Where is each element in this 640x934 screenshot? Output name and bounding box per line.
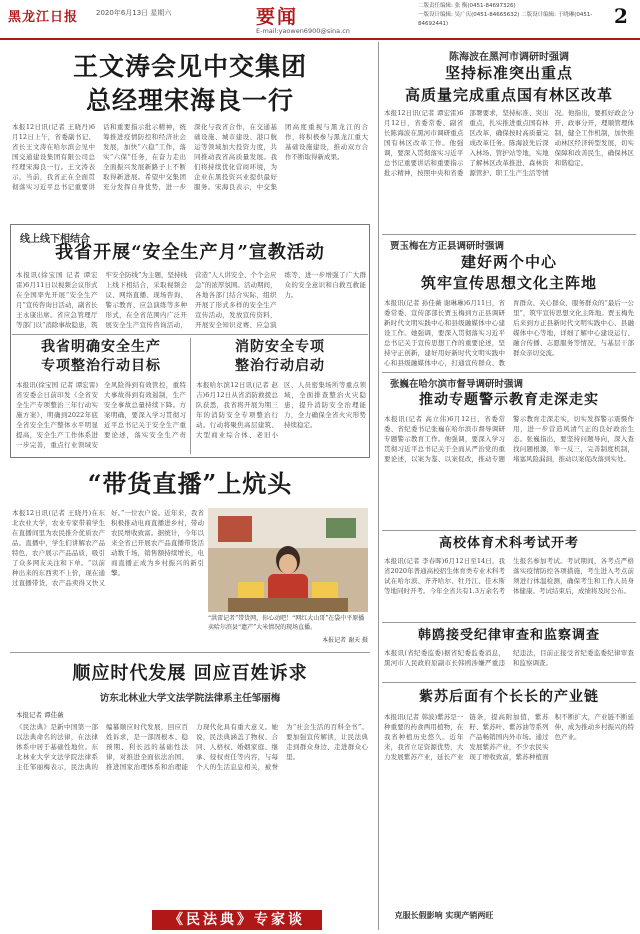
article-5-kicker: 贾玉梅在方正县调研时强调: [390, 241, 505, 252]
article-5-title-line: 筑牢宣传思想文化主阵地: [420, 274, 597, 292]
divider: [382, 682, 636, 683]
article-11-kicker: 克服长假影响 实现产销两旺: [394, 910, 494, 920]
series-banner: 《民法典》专家谈: [152, 910, 322, 930]
article-10-byline: 本报记者 谭佳薇: [16, 711, 64, 719]
issue-date: 2020年6月13日 星期六: [96, 9, 172, 17]
article-3-body: 本报12日讯(记者 王晓丹)在东北农业大学，农业专家带着学生在直播间里为农民推介优质农产品。直播中，学生们讲解农产品特色，农户展示产品品质，吸引了众多网友关注和下单。“以前种出来的东西卖不上价，现在通过直播带货，农产品卖得又快又好。”一位农户说。近年来，我省积极推动电商直播进乡村，带动农民增收致富。据统计，今年以来全省已开展农产品直播带货活动数千场，销售额持续增长，电商直播正成为乡村振兴的新引擎。: [12, 509, 204, 587]
article-3-title: “带货直播”上炕头: [87, 469, 293, 498]
article-4-kicker: 陈海波在黑河市调研时强调: [449, 52, 569, 63]
article-2-title: 我省开展“安全生产月”宣教活动: [55, 242, 325, 263]
article-1-title: [20, 50, 360, 118]
article-5-body: 本报讯(记者 孙佳薇 谢琳琳)6月11日，省委常委、宣传部部长贾玉梅到方正县调研新时代文明实践中心和县级融媒体中心建设工作。她强调，要深入贯彻落实习近平总书记关于宣传思想工作的重要论述，坚持守正创新，建好用好新时代文明实践中心和县级融媒体中心，打通宣传群众、教育群众、关心群众、服务群众的“最后一公里”，筑牢宣传思想文化主阵地。贾玉梅先后来到方正县新时代文明实践中心、县融媒体中心等地，详细了解中心建设运行、融合传播、志愿服务等情况，与基层干部群众亲切交流。: [384, 299, 634, 367]
article-10-title: 顺应时代发展 回应百姓诉求: [72, 663, 308, 684]
divider: [12, 334, 368, 335]
column-divider: [378, 42, 379, 930]
divider: [382, 622, 636, 623]
photo-caption: “洪雷记者”带货网，你心动吧！“网红大山哥”在袋中平原播卖哈尔滨县“遗产”大米情况的现场直播。: [208, 615, 365, 631]
article-5-title: [384, 252, 634, 294]
divider: [190, 338, 191, 454]
contact-line: 二版责任编辑: 张 衡(0451-84697326): [418, 3, 516, 9]
article-6-body: 本报讯(记者 高立伟)6月12日，省委常委、省纪委书记张巍在哈尔滨市督导调研专题警示教育工作。他强调，要深入学习贯彻习近平总书记关于全面从严治党的重要论述，以案为鉴、以案促改，推动专题警示教育走深走实，切实发挥警示震慑作用，进一步营造风清气正的良好政治生态。张巍指出，要坚持问题导向，深入查找问题根源，举一反三，完善制度机制，堵塞风险漏洞，推动以案促改落到实处。: [384, 415, 634, 463]
article-4-title: [384, 62, 634, 106]
section-title: 要闻: [256, 6, 299, 28]
article-8-body: 本报讯(省纪委监委)据省纪委监委消息，黑河市人民政府原副市长韩鸥涉嫌严重违纪违法，目前正接受省纪委监委纪律审查和监察调查。: [384, 649, 634, 667]
divider: [382, 530, 636, 531]
article-5-title-line: 建好两个中心: [460, 253, 557, 271]
article-8-title: 韩鸥接受纪律审查和监察调查: [417, 628, 600, 643]
article-2-right-title-line: 整治行动启动: [235, 358, 325, 374]
article-2-left-title-line: 专项整治行动目标: [41, 358, 161, 374]
article-2-kicker: 线上线下相结合: [20, 234, 90, 245]
article-2-left-title-line: 我省明确安全生产: [41, 339, 161, 355]
page-number: 2: [614, 4, 628, 28]
article-2-left-title: [16, 338, 186, 376]
article-10-subtitle: 访东北林业大学文法学院法律系主任邹丽梅: [99, 693, 281, 704]
article-7-body: 本报讯(记者 李春晖)6月12日至14日，我省2020年普通高校招生体育类专业术科考试在哈尔滨、齐齐哈尔、牡丹江、佳木斯等地同时开考。今年全省共有1.3万余名考生报名参加考试。考试期间，各考点严格落实疫情防控各项措施，考生进入考点前须进行体温检测，确保考生和工作人员身体健康。考试结束后，成绩将及时公布。: [384, 557, 634, 595]
contact-line: 一版设计编辑: 吴广庆(0451-84665632) 二版设计编辑: 于晓琳(0451-84692441): [418, 12, 593, 27]
editor-contacts: [418, 2, 610, 29]
divider: [10, 652, 370, 653]
masthead: [0, 0, 640, 40]
article-2-right-title: [194, 338, 366, 376]
article-9-title: 紫苏后面有个长长的产业链: [419, 689, 599, 705]
article-9-body: 本报讯(记者 韩波)紫苏是一种重要的药食两用植物，在我省种植历史悠久。近年来，我省立足资源优势，大力发展紫苏产业，延长产业链条，提高附加值，紫苏籽、紫苏叶、紫苏油等系列产品畅销国内外市场。通过发展紫苏产业，不少农民实现了增收致富，紫苏种植面积不断扩大，产业链不断延伸，成为推动乡村振兴的特色产业。: [384, 713, 634, 761]
article-2-right-title-line: 消防安全专项: [235, 339, 325, 355]
article-4-body: 本报12日讯(记者 谭宏雷)6月12日，省委常委、副省长陈海波在黑河市调研重点国有林区改革工作。他强调，要深入贯彻落实习近平总书记重要讲话和重要指示批示精神，按照中央和省委部署要求，坚持标准、突出重点，扎实推进重点国有林区改革，确保按时高质量完成改革任务。陈海波先后深入林场、管护站等地，实地了解林区改革推进、森林资源管护、职工生产生活等情况。他指出，要抓好政企分开、政事分开，理顺管理体制，健全工作机制，加快推动林区经济转型发展，切实保障和改善民生，确保林区和谐稳定。: [384, 109, 634, 177]
divider: [382, 234, 636, 235]
newspaper-brand: 黑龙江日报: [8, 10, 79, 25]
livestream-photo: [208, 508, 368, 612]
section-email: E-mail:yaowen6900@sina.cn: [256, 27, 350, 35]
divider: [382, 372, 636, 373]
article-2-left-body: 本报讯(徐宝国 记者 谭宏雷)省安委会日前印发《全省安全生产专项整治三年行动实施方案》，明确到2022年底全省安全生产整体水平明显提高，安全生产工作体系进一步完善，重点行业领域安全风险得到有效管控，重特大事故得到有效遏制，生产安全事故总量持续下降。方案明确，要深入学习贯彻习近平总书记关于安全生产重要论述，落实安全生产责: [16, 381, 186, 449]
article-1-body: 本报12日讯(记者 王晓丹)6月12日上午，省委副书记、省长王文涛在哈尔滨会见中国交通建设集团有限公司总经理宋海良一行。王文涛表示，当前，我省正在全面贯彻落实习近平总书记重要讲话和重要指示批示精神，统筹推进疫情防控和经济社会发展，加快“六稳”工作，落实“六保”任务，在奋力走出全面振兴发展新路子上不断取得新进展。希望中交集团充分发挥自身优势，进一步深化与我省合作，在交通基础设施、城市建设、港口航运等领域加大投资力度，共同推动我省高质量发展。我们将持续优化营商环境，为企业在黑投资兴业提供最好服务。宋海良表示，中交集团高度重视与黑龙江的合作，将积极参与黑龙江重大基础设施建设，推动双方合作不断取得新成果。: [12, 123, 368, 191]
article-6-kicker: 张巍在哈尔滨市督导调研时强调: [390, 379, 524, 390]
article-1-title-line: 总经理宋海良一行: [85, 86, 294, 115]
photo-image: [208, 508, 368, 612]
article-10-body: 《民法典》是新中国第一部以法典命名的法律，在法律体系中居于基础性地位。东北林业大学文法学院法律系主任邹丽梅表示，民法典的编纂顺应时代发展，回应百姓诉求，是一部固根本、稳预期、利长远的基础性法律，对推进全面依法治国、推进国家治理体系和治理能力现代化具有重大意义。她说，民法典涵盖了物权、合同、人格权、婚姻家庭、继承、侵权责任等内容，与每个人的生活息息相关，被誉为“社会生活的百科全书”。要加强宣传解读，让民法典走到群众身边、走进群众心里。: [16, 723, 368, 771]
article-6-title: 推动专题警示教育走深走实: [419, 392, 599, 408]
article-2-body: 本报讯(徐宝国 记者 谭宏雷)6月11日以视频会议形式在全国率先开展“安全生产月”宣传咨询日活动，副省长王永康出席。省应急管理厅等部门以“消除事故隐患，筑牢安全防线”为主题，坚持线上线下相结合，采取视频会议、网络直播、现场咨询、警示教育、应急演练等多种形式，在全省范围内广泛开展安全生产宣传咨询活动，营造“人人讲安全、个个会应急”的浓厚氛围。活动期间，各地各部门结合实际，组织开展了形式多样的安全生产宣传活动，发放宣传资料，开展安全知识竞赛、应急演练等，进一步增强了广大群众的安全意识和自救互救能力。: [16, 271, 366, 329]
photo-credit: 本报记者 谢天 摄: [322, 637, 368, 644]
article-4-title-line: 高质量完成重点国有林区改革: [404, 86, 613, 104]
article-7-title: 高校体育术科考试开考: [438, 536, 579, 551]
article-4-title-line: 坚持标准突出重点: [444, 64, 573, 82]
article-2-right-body: 本报哈尔滨12日讯(记者 赵吉)6月12日从省消防救援总队获悉，我省将开展为期三年的消防安全专项整治行动。行动将聚焦高层建筑、大型商业综合体、老旧小区、人员密集场所等重点领域，全面排查整治火灾隐患，提升消防安全治理能力，全力确保全省火灾形势持续稳定。: [196, 381, 366, 439]
article-1-title-line: 王文涛会见中交集团: [72, 52, 307, 81]
